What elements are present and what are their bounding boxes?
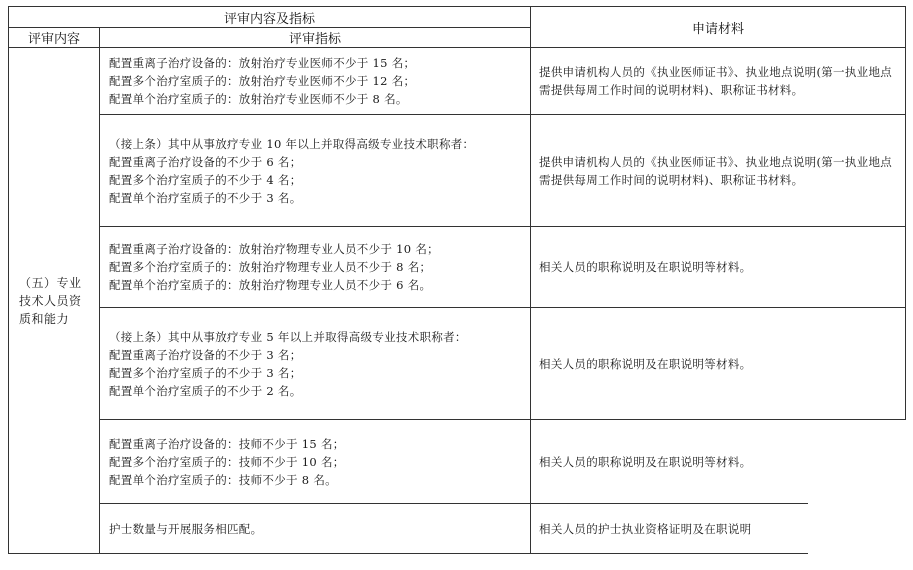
indicator-cell bbox=[100, 308, 531, 420]
materials-cell bbox=[531, 308, 906, 420]
indicator-line: 配置重离子治疗设备的：放射治疗专业医师不少于 15 名； bbox=[109, 56, 416, 70]
materials-text: 相关人员的职称说明及在职说明等材料。 bbox=[539, 356, 752, 371]
indicator-line: 配置单个治疗室质子的：技师不少于 8 名。 bbox=[109, 472, 337, 487]
materials-text: 相关人员的职称说明及在职说明等材料。 bbox=[539, 260, 752, 274]
indicator-line: 配置重离子治疗设备的不少于 3 名； bbox=[109, 347, 302, 362]
category-label: （五）专业技术人员资质和能力 bbox=[19, 275, 82, 326]
materials-text: 相关人员的护士执业资格证明及在职说明 bbox=[539, 521, 752, 536]
indicator-line: 配置重离子治疗设备的不少于 6 名； bbox=[109, 154, 302, 169]
indicator-line: 配置多个治疗室质子的：放射治疗专业医师不少于 12 名； bbox=[109, 74, 416, 88]
indicator-line: 配置多个治疗室质子的：技师不少于 10 名； bbox=[109, 454, 345, 469]
indicator-line: 护士数量与开展服务相匹配。 bbox=[109, 521, 263, 536]
table-row bbox=[9, 420, 906, 504]
materials-text: 相关人员的职称说明及在职说明等材料。 bbox=[539, 454, 752, 469]
indicator-cell bbox=[100, 48, 531, 115]
materials-cell bbox=[531, 227, 906, 308]
page-crop-edge bbox=[808, 458, 913, 570]
indicator-line: 配置重离子治疗设备的：放射治疗物理专业人员不少于 10 名； bbox=[109, 242, 439, 256]
indicator-line: 配置重离子治疗设备的：技师不少于 15 名； bbox=[109, 436, 345, 451]
indicator-line: 配置单个治疗室质子的：放射治疗物理专业人员不少于 6 名。 bbox=[109, 278, 432, 292]
indicator-cell bbox=[100, 115, 531, 227]
header-group-title: 评审内容及指标 bbox=[9, 7, 531, 28]
materials-text: 提供申请机构人员的《执业医师证书》、执业地点说明(第一执业地点需提供每周工作时间的说明材料)、职称证书材料。 bbox=[539, 65, 893, 97]
table-row bbox=[9, 504, 906, 554]
table-row bbox=[9, 308, 906, 420]
table-row bbox=[9, 227, 906, 308]
table-row bbox=[9, 115, 906, 227]
materials-text: 提供申请机构人员的《执业医师证书》、执业地点说明(第一执业地点需提供每周工作时间的说明材料)、职称证书材料。 bbox=[539, 154, 893, 187]
category-cell bbox=[9, 48, 100, 554]
indicator-line: 配置单个治疗室质子的不少于 2 名。 bbox=[109, 383, 302, 398]
indicator-line: （接上条）其中从事放疗专业 10 年以上并取得高级专业技术职称者： bbox=[109, 136, 475, 151]
indicator-line: 配置多个治疗室质子的不少于 3 名； bbox=[109, 365, 302, 380]
indicator-line: （接上条）其中从事放疗专业 5 年以上并取得高级专业技术职称者： bbox=[109, 329, 467, 344]
indicator-cell bbox=[100, 420, 531, 504]
review-criteria-table bbox=[8, 6, 906, 554]
indicator-cell bbox=[100, 227, 531, 308]
indicator-line: 配置多个治疗室质子的：放射治疗物理专业人员不少于 8 名； bbox=[109, 260, 432, 274]
indicator-cell bbox=[100, 504, 531, 554]
header-materials: 申请材料 bbox=[531, 7, 906, 48]
header-content: 评审内容 bbox=[9, 28, 100, 48]
materials-cell bbox=[531, 115, 906, 227]
table-row bbox=[9, 48, 906, 115]
indicator-line: 配置多个治疗室质子的不少于 4 名； bbox=[109, 172, 302, 187]
materials-cell bbox=[531, 48, 906, 115]
header-indicator: 评审指标 bbox=[100, 28, 531, 48]
indicator-line: 配置单个治疗室质子的：放射治疗专业医师不少于 8 名。 bbox=[109, 92, 408, 106]
indicator-line: 配置单个治疗室质子的不少于 3 名。 bbox=[109, 190, 302, 205]
